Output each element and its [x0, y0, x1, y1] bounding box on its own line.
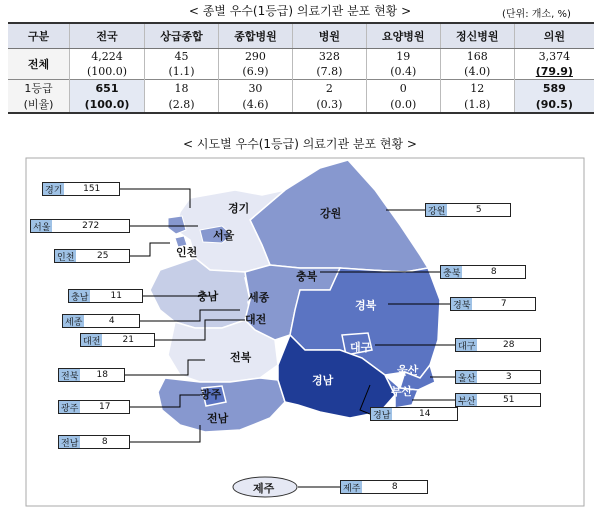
- count-label-region: 서울: [31, 220, 52, 232]
- cell-total-pct: (100.0): [69, 64, 144, 80]
- cell-grade1-count: 30: [218, 80, 292, 97]
- cell-total-pct: (6.9): [218, 64, 292, 80]
- cell-total-count: 19: [366, 49, 440, 65]
- count-label-region: 부산: [456, 394, 477, 406]
- table-row-grade1-pct: [8, 96, 594, 113]
- count-label-daegu: [455, 338, 541, 352]
- count-label-region: 충북: [441, 266, 462, 278]
- count-label-value: 8: [490, 267, 497, 277]
- cell-total-count: 45: [145, 49, 219, 65]
- count-label-chungbuk: [440, 265, 526, 279]
- count-label-region: 경기: [43, 183, 64, 195]
- count-label-gyeongnam: [370, 407, 458, 421]
- header-clinic: 의원: [514, 23, 594, 49]
- count-label-region: 세종: [63, 315, 84, 327]
- header-psychiatric-hospital: 정신병원: [440, 23, 514, 49]
- row-label-ratio: (비율): [8, 96, 69, 113]
- count-label-value: 51: [502, 395, 515, 405]
- region-name-chungnam: 충남: [197, 290, 219, 303]
- count-label-value: 151: [83, 184, 101, 194]
- cell-total-pct: (0.4): [366, 64, 440, 80]
- region-name-ulsan: 울산: [397, 364, 419, 377]
- count-label-value: 11: [110, 291, 122, 301]
- map-title: < 시도별 우수(1등급) 의료기관 분포 현황 >: [183, 137, 417, 151]
- region-name-gangwon: 강원: [320, 207, 342, 220]
- table-row-total-pct: [8, 64, 594, 80]
- row-label-grade1: 1등급: [8, 80, 69, 97]
- header-tertiary: 상급종합: [145, 23, 219, 49]
- cell-grade1-pct: (0.0): [366, 96, 440, 113]
- cell-grade1-pct: (100.0): [69, 96, 144, 113]
- table-header-row: [8, 23, 594, 49]
- count-label-region: 울산: [456, 371, 477, 383]
- cell-total-count: 290: [218, 49, 292, 65]
- count-label-value: 272: [82, 221, 100, 231]
- count-label-value: 18: [96, 370, 108, 380]
- count-label-region: 전북: [59, 369, 80, 381]
- header-nursing-hospital: 요양병원: [366, 23, 440, 49]
- count-label-jeonbuk: [58, 368, 125, 382]
- region-name-gyeonggi: 경기: [228, 202, 250, 215]
- count-label-value: 5: [475, 205, 482, 215]
- count-label-gyeonggi: [42, 182, 120, 196]
- unit-note: (단위: 개소, %): [502, 9, 571, 20]
- cell-grade1-pct: (2.8): [145, 96, 219, 113]
- count-label-value: 8: [391, 482, 398, 492]
- cell-total-count: 4,224: [69, 49, 144, 65]
- count-label-value: 25: [96, 251, 109, 261]
- region-name-jeju: 제주: [253, 482, 275, 495]
- cell-grade1-count: 651: [69, 80, 144, 97]
- cell-grade1-count: 18: [145, 80, 219, 97]
- table-row-grade1-count: [8, 80, 594, 97]
- cell-total-pct: (4.0): [440, 64, 514, 80]
- count-label-value: 8: [101, 437, 108, 447]
- cell-total-count: 3,374: [514, 49, 594, 65]
- stats-table: [8, 22, 594, 114]
- row-label-total: 전체: [8, 49, 69, 80]
- count-label-gangwon: [425, 203, 511, 217]
- cell-grade1-pct: (90.5): [514, 96, 594, 113]
- cell-grade1-count: 589: [514, 80, 594, 97]
- cell-total-pct: (79.9): [514, 64, 594, 80]
- count-label-region: 대전: [81, 334, 102, 346]
- count-label-sejong: [62, 314, 140, 328]
- count-label-jeju: [340, 480, 428, 494]
- count-label-gwangju: [58, 400, 130, 414]
- count-label-incheon: [54, 249, 130, 263]
- region-name-jeonnam: 전남: [207, 412, 229, 425]
- count-label-region: 경남: [371, 408, 392, 420]
- count-label-region: 인천: [55, 250, 76, 262]
- count-label-ulsan: [455, 370, 541, 384]
- count-label-jeonnam: [58, 435, 130, 449]
- header-hospital: 병원: [292, 23, 366, 49]
- region-name-jeonbuk: 전북: [230, 351, 252, 364]
- cell-total-count: 168: [440, 49, 514, 65]
- count-label-region: 광주: [59, 401, 80, 413]
- region-name-gwangju: 광주: [200, 388, 222, 401]
- region-name-sejong: 세종: [248, 291, 270, 304]
- cell-grade1-pct: (1.8): [440, 96, 514, 113]
- count-label-value: 17: [98, 402, 111, 412]
- region-name-seoul: 서울: [213, 229, 235, 242]
- region-name-gyeongbuk: 경북: [355, 299, 377, 312]
- cell-total-pct: (7.8): [292, 64, 366, 80]
- count-label-value: 28: [502, 340, 515, 350]
- cell-grade1-pct: (4.6): [218, 96, 292, 113]
- count-label-region: 전남: [59, 436, 80, 448]
- header-category: 구분: [8, 23, 69, 49]
- count-label-seoul: [30, 219, 130, 233]
- table-title: < 종별 우수(1등급) 의료기관 분포 현황 >: [188, 4, 412, 18]
- region-name-chungbuk: 충북: [296, 270, 318, 283]
- cell-grade1-pct: (0.3): [292, 96, 366, 113]
- count-label-value: 3: [505, 372, 512, 382]
- count-label-region: 강원: [426, 204, 447, 216]
- count-label-gyeongbuk: [450, 297, 536, 311]
- count-label-busan: [455, 393, 541, 407]
- cell-grade1-count: 0: [366, 80, 440, 97]
- count-label-value: 14: [418, 409, 431, 419]
- count-label-chungnam: [68, 289, 143, 303]
- cell-grade1-count: 12: [440, 80, 514, 97]
- count-label-value: 7: [500, 299, 507, 309]
- header-general-hospital: 종합병원: [218, 23, 292, 49]
- cell-total-pct: (1.1): [145, 64, 219, 80]
- region-name-daejeon: 대전: [245, 313, 267, 326]
- count-label-daejeon: [80, 333, 155, 347]
- count-label-region: 대구: [456, 339, 477, 351]
- count-label-value: 4: [108, 316, 115, 326]
- cell-grade1-count: 2: [292, 80, 366, 97]
- count-label-value: 21: [122, 335, 134, 345]
- count-label-region: 제주: [341, 481, 362, 493]
- region-name-gyeongnam: 경남: [312, 374, 334, 387]
- count-label-region: 경북: [451, 298, 472, 310]
- cell-total-count: 328: [292, 49, 366, 65]
- region-name-incheon: 인천: [176, 246, 198, 259]
- table-row-total-count: [8, 49, 594, 65]
- header-nationwide: 전국: [69, 23, 144, 49]
- region-name-busan: 부산: [391, 385, 413, 398]
- count-label-region: 충남: [69, 290, 90, 302]
- region-name-daegu: 대구: [350, 341, 372, 354]
